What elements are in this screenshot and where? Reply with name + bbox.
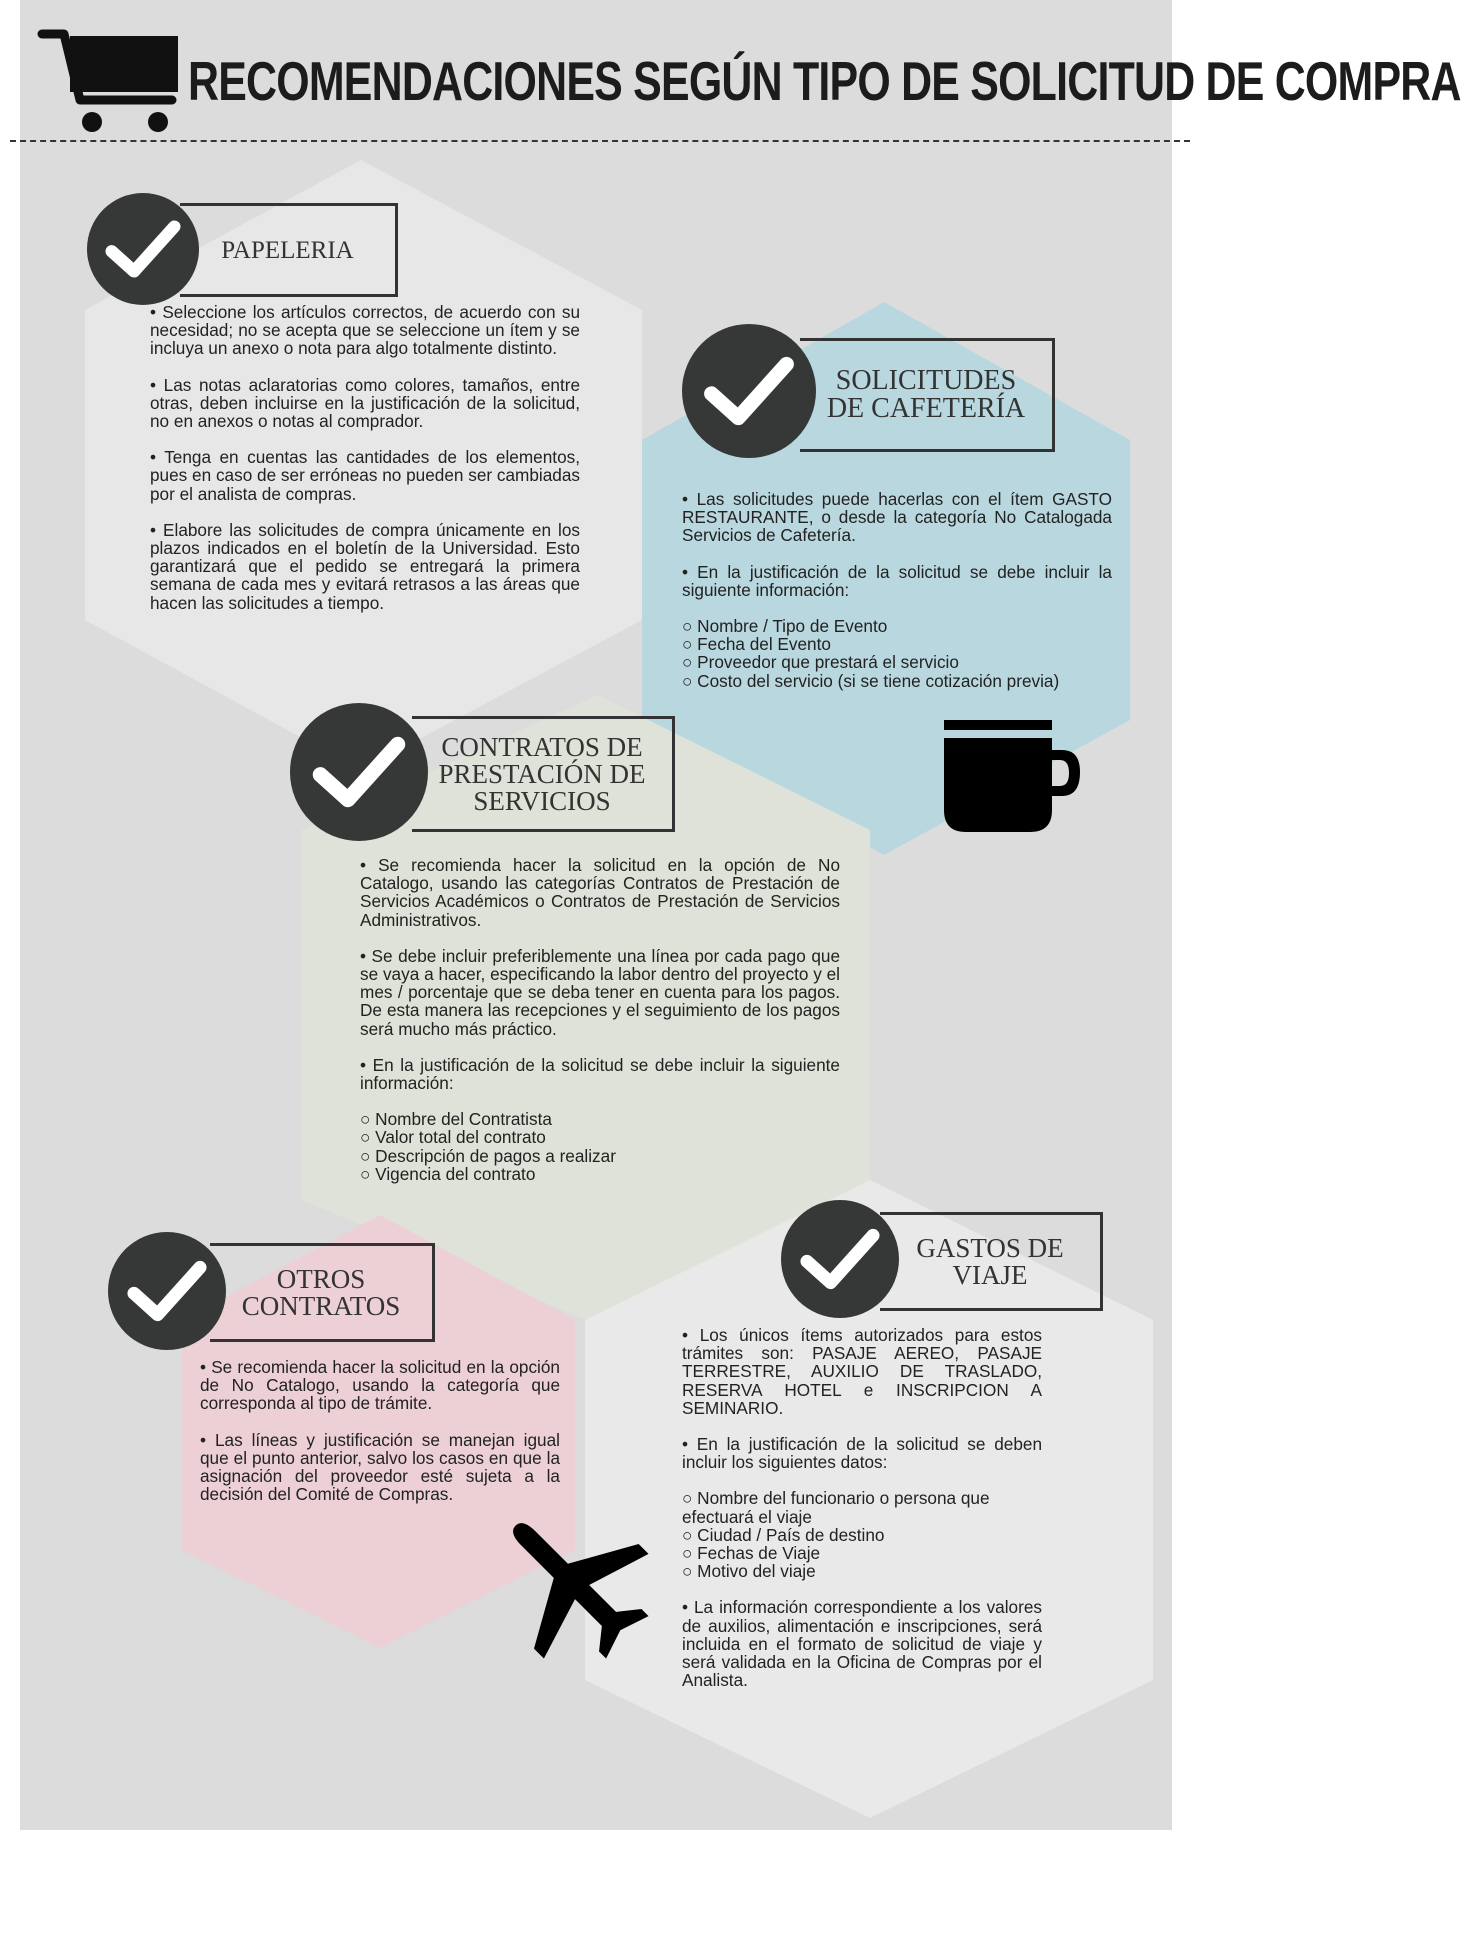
cafeteria-paragraph: • Las solicitudes puede hacerlas con el ítem GASTO RESTAURANTE, o desde la categoría No Catalogada Servicios de Cafetería. (682, 489, 1112, 546)
page-title: RECOMENDACIONES SEGÚN TIPO DE SOLICITUD DE COMPRA (188, 50, 1461, 112)
cafeteria-label (800, 338, 1055, 452)
otros-label (210, 1243, 435, 1342)
cafeteria-list (682, 617, 1112, 690)
list-item: ○ Nombre del Contratista (360, 1110, 840, 1128)
contratos-list (360, 1110, 840, 1183)
contratos-title-line: PRESTACIÓN DE (438, 758, 646, 789)
list-item: ○ Nombre del funcionario o persona que efectuará el viaje (682, 1489, 1042, 1525)
list-item: ○ Fecha del Evento (682, 635, 1112, 653)
check-icon (781, 1200, 899, 1318)
list-item: ○ Proveedor que prestará el servicio (682, 653, 1112, 671)
check-icon (108, 1232, 226, 1350)
list-item: ○ Ciudad / País de destino (682, 1526, 1042, 1544)
list-item: ○ Vigencia del contrato (360, 1165, 840, 1183)
viaje-label (880, 1212, 1103, 1311)
otros-title-line: CONTRATOS (241, 1290, 401, 1321)
viaje-paragraph: • En la justificación de la solicitud se deben incluir los siguientes datos: (682, 1434, 1042, 1473)
papeleria-body (150, 303, 580, 630)
shopping-cart-icon (40, 28, 180, 136)
contratos-body (360, 856, 840, 1183)
airplane-icon (495, 1505, 655, 1665)
papeleria-paragraph: • Las notas aclaratorias como colores, tamaños, entre otras, deben incluirse en la justificación de la solicitud, no en anexos o notas al comprador. (150, 374, 580, 432)
papeleria-label (180, 203, 398, 297)
contratos-title-line: CONTRATOS DE (441, 731, 643, 762)
otros-paragraph: • Las líneas y justificación se manejan igual que el punto anterior, salvo los casos en que la asignación del proveedor esté sujeta a la decisión del Comité de Compras. (200, 1429, 560, 1505)
viaje-check-badge (781, 1200, 899, 1318)
otros-paragraph: • Se recomienda hacer la solicitud en la opción de No Catalogo, usando la categoría que corresponda al tipo de trámite. (200, 1357, 560, 1414)
cafeteria-body (682, 490, 1112, 690)
papeleria-paragraph: • Elabore las solicitudes de compra únicamente en los plazos indicados en el boletín de la Universidad. Esto garantizará que el pedido se entregará la primera semana de cada mes y evitará retrasos a las áreas que hacen las solicitudes a tiempo. (150, 519, 580, 613)
cafeteria-title-line: SOLICITUDES (835, 365, 1017, 396)
list-item: ○ Descripción de pagos a realizar (360, 1147, 840, 1165)
check-icon (87, 193, 199, 305)
contratos-paragraph: • Se recomienda hacer la solicitud en la opción de No Catalogo, usando las categorías Contratos de Prestación de Servicios Académicos o Contratos de Prestación de Servicios Administrativos. (360, 855, 840, 930)
check-icon (682, 324, 816, 458)
list-item: ○ Motivo del viaje (682, 1562, 1042, 1580)
otros-body (200, 1358, 560, 1521)
otros-check-badge (108, 1232, 226, 1350)
papeleria-title: PAPELERIA (221, 236, 354, 264)
viaje-paragraph: • Los únicos ítems autorizados para estos trámites son: PASAJE AEREO, PASAJE TERRESTRE, AUXILIO DE TRASLADO, RESERVA HOTEL e INSCRIPCION A SEMINARIO. (682, 1325, 1042, 1418)
papeleria-check-badge (87, 193, 199, 305)
check-icon (290, 703, 428, 841)
viaje-title-line: VIAJE (952, 1259, 1028, 1290)
contratos-label (412, 716, 675, 832)
viaje-list (682, 1489, 1042, 1580)
viaje-paragraph: • La información correspondiente a los valores de auxilios, alimentación e inscripciones, será incluida en el formato de solicitud de viaje y será validada en la Oficina de Compras por el Analista. (682, 1597, 1042, 1691)
contratos-paragraph: • Se debe incluir preferiblemente una línea por cada pago que se vaya a hacer, especificando la labor dentro del proyecto y el mes / porcentaje que se deba tener en cuenta para los pagos. De esta manera las recepciones y el seguimiento de los pagos será mucho más práctico. (360, 945, 840, 1039)
list-item: ○ Costo del servicio (si se tiene cotización previa) (682, 672, 1112, 690)
cafeteria-check-badge (682, 324, 816, 458)
viaje-body (682, 1326, 1042, 1707)
contratos-check-badge (290, 703, 428, 841)
header-divider (10, 140, 1190, 142)
papeleria-paragraph: • Seleccione los artículos correctos, de acuerdo con su necesidad; no se acepta que se seleccione un ítem y se incluya un anexo o nota para algo totalmente distinto. (150, 302, 580, 359)
list-item: ○ Nombre / Tipo de Evento (682, 617, 1112, 635)
contratos-paragraph: • En la justificación de la solicitud se debe incluir la siguiente información: (360, 1054, 840, 1094)
list-item: ○ Valor total del contrato (360, 1128, 840, 1146)
cafeteria-title-line: DE CAFETERÍA (826, 393, 1026, 424)
cafeteria-paragraph: • En la justificación de la solicitud se debe incluir la siguiente información: (682, 561, 1112, 600)
otros-title-line: OTROS (276, 1263, 366, 1294)
contratos-title-line: SERVICIOS (473, 785, 611, 816)
coffee-cup-icon (942, 718, 1084, 836)
viaje-title-line: GASTOS DE (916, 1232, 1064, 1263)
list-item: ○ Fechas de Viaje (682, 1544, 1042, 1562)
papeleria-paragraph: • Tenga en cuentas las cantidades de los elementos, pues en caso de ser erróneas no pueden ser cambiadas por el analista de compras. (150, 447, 580, 504)
